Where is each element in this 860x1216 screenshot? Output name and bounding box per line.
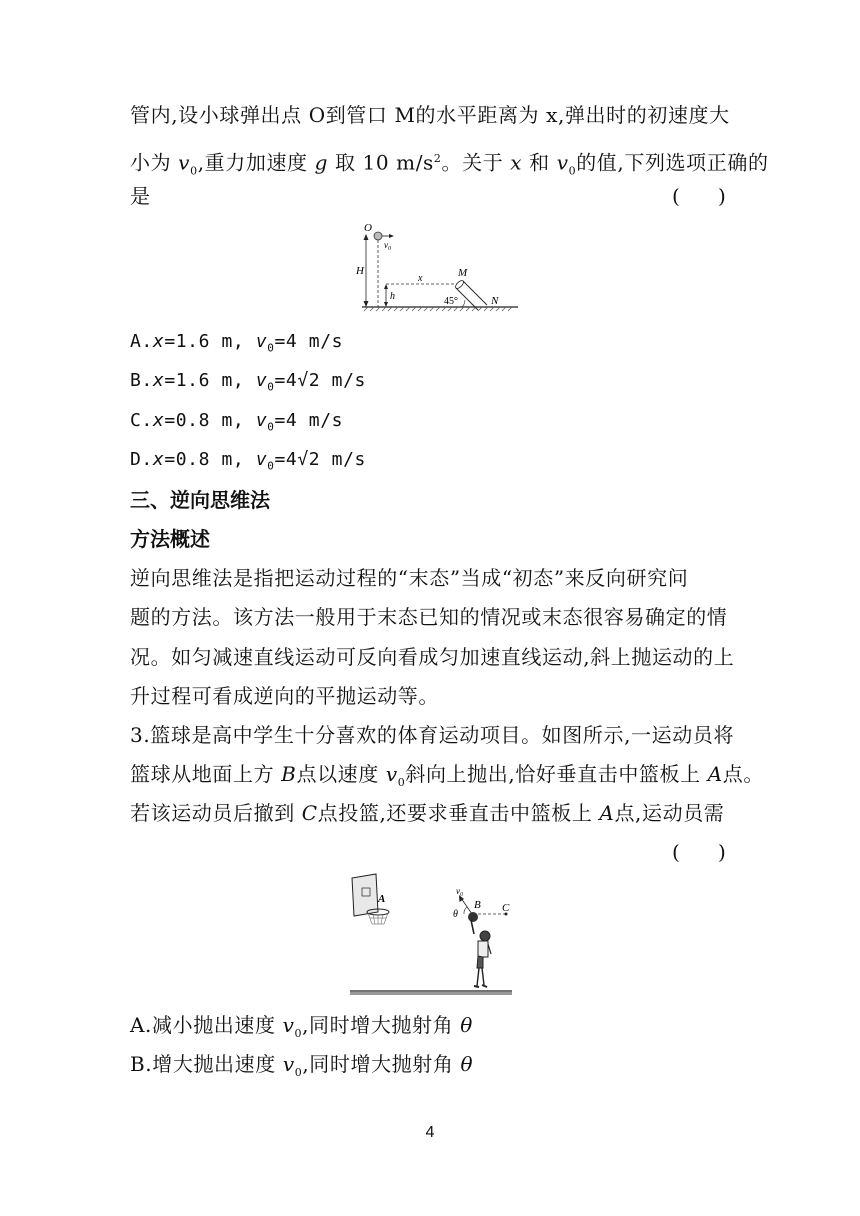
- q2-option-a[interactable]: A.x=1.6 m, $v_0=4$ m/s: [130, 331, 344, 355]
- q2-option-b[interactable]: B.x=1.6 m, $v_0=4√2$ m/s: [130, 370, 366, 394]
- figure-basketball: [346, 872, 516, 1000]
- label-x: x: [418, 273, 423, 284]
- section-title: 三、逆向思维法: [130, 488, 270, 512]
- player: [471, 920, 491, 987]
- label-M: M: [458, 267, 468, 279]
- method-para-line-3: 况。如匀减速直线运动可反向看成匀加速直线运动,斜上抛运动的上: [130, 645, 735, 669]
- q3-answer-bracket: ( ): [672, 840, 726, 864]
- ball: [374, 232, 382, 240]
- q2-answer-bracket: ( ): [672, 184, 726, 208]
- q3-line-2: 篮球从地面上方 B点以速度 $v_0$斜向上抛出,恰好垂直击中篮板上 A点。: [130, 762, 764, 789]
- label-theta: θ: [453, 909, 458, 920]
- q2-line-3: 是: [130, 184, 151, 208]
- q3-option-a[interactable]: A.减小抛出速度 $v_0$,同时增大抛射角 θ: [130, 1013, 473, 1040]
- figure-projectile-tube: [350, 218, 520, 318]
- label-N: N: [491, 295, 499, 307]
- q3-line-1: 3.篮球是高中学生十分喜欢的体育运动项目。如图所示,一运动员将: [130, 723, 735, 747]
- q2-option-c[interactable]: C.x=0.8 m, $v_0=4$ m/s: [130, 410, 344, 434]
- q3-option-b[interactable]: B.增大抛出速度 $v_0$,同时增大抛射角 θ: [130, 1052, 474, 1079]
- q2-line-2: 小为 $v_0$,重力加速度 g 取 10 $m/s^2$。关于 x 和 $v_0$的值,下列选项正确的: [130, 150, 769, 178]
- backboard: [352, 874, 378, 916]
- label-v0: $v_0$: [456, 886, 463, 898]
- section-subtitle: 方法概述: [130, 527, 210, 551]
- method-para-line-1: 逆向思维法是指把运动过程的“末态”当成“初态”来反向研究问: [130, 566, 689, 590]
- label-H: H: [356, 265, 364, 277]
- method-para-line-4: 升过程可看成逆向的平抛运动等。: [130, 684, 439, 708]
- label-h: h: [390, 291, 395, 302]
- label-v0: $v_0$: [384, 240, 391, 252]
- label-O: O: [364, 222, 372, 234]
- label-angle: 45°: [444, 296, 458, 307]
- q2-option-d[interactable]: D.x=0.8 m, $v_0=4√2$ m/s: [130, 449, 366, 473]
- basketball: [468, 912, 478, 922]
- q2-line-1: 管内,设小球弹出点 O到管口 M的水平距离为 x,弹出时的初速度大: [130, 103, 730, 127]
- inclined-tube: [454, 279, 487, 310]
- page-number: 4: [425, 1124, 435, 1141]
- q3-line-3: 若该运动员后撤到 C点投篮,还要求垂直击中篮板上 A点,运动员需: [130, 801, 725, 825]
- label-B: B: [474, 899, 481, 911]
- method-para-line-2: 题的方法。该方法一般用于末态已知的情况或末态很容易确定的情: [130, 605, 728, 629]
- label-C: C: [502, 902, 510, 914]
- label-A: A: [378, 893, 386, 905]
